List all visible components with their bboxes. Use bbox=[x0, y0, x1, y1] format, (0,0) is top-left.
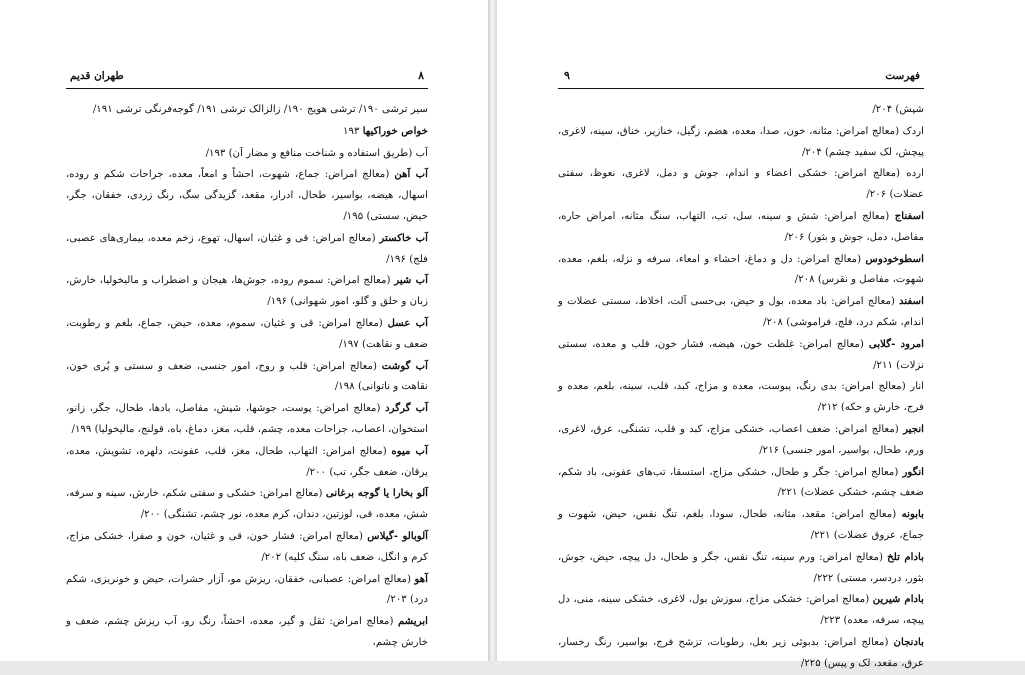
running-title: طهران قدیم bbox=[70, 70, 124, 82]
index-entry: ارده (معالج امراض: خشکی اعضاء و اندام، جوش و دمل، لاغری، نعوظ، سفتی عضلات) ۲۰۶/ bbox=[558, 168, 924, 201]
index-entry: بادام شیرین (معالج امراض: خشکی مزاج، سوزش بول، لاغری، خشکی سینه، منی، دل پیچه، سرفه، معده) ۲۲۳/ bbox=[558, 593, 924, 627]
right-page-text bbox=[558, 99, 924, 675]
index-entry: آب گرگرد (معالج امراض: پوست، جوشها، شپش، مفاصل، بادها، طحال، جگر، زانو، استخوان، اعصاب، جراحات معده، چشم، قلب، مغز، دماغ، باه، قولنج، مالیخولیا) ۱۹۹/ bbox=[66, 402, 428, 435]
index-entry: اسفناج (معالج امراض: شش و سینه، سل، تب، التهاب، سنگ مثانه، امراض حاره، مفاصل، دمل، جوش و بثور) ۲۰۶/ bbox=[558, 209, 924, 243]
index-entry: آب آهن (معالج امراض: جماع، شهوت، احشاً و امعاً، معده، جراحات شکم و روده، اسهال، هیضه، بواسیر، طحال، ادرار، مقعد، گزیدگی سگ، رنگ زردی، خفقان، جگر، حیض، سستی) ۱۹۵/ bbox=[66, 168, 428, 222]
index-entry: آب گوشت (معالج امراض: قلب و روح، امور جنسی، ضعف و سستی و پُری خون، نقاهت و ناتوانی) ۱۹۸/ bbox=[66, 359, 429, 393]
index-entry: شپش) ۲۰۴/ bbox=[872, 104, 924, 115]
left-page-header bbox=[66, 64, 428, 89]
index-entry: بادام تلخ (معالج امراض: ورم سینه، تنگ نفس، جگر و طحال، دل پیچه، حیض، جوش، بثور، دردسر، مستی) ۲۲۲/ bbox=[558, 550, 924, 584]
index-entry: انار (معالج امراض: بدی رنگ، یبوست، معده و مزاج، کبد، قلب، سینه، بلغم، معده و فرج، خارش و حکه) ۲۱۲/ bbox=[558, 381, 924, 414]
index-entry: ابریشم (معالج امراض: ثقل و گیر، معده، احشاً، رنگ رو، آب ریزش چشم، ضعف و خارش چشم، bbox=[66, 615, 428, 648]
left-page-text bbox=[66, 99, 428, 654]
section-heading: خواص خوراکیها ۱۹۳ bbox=[343, 124, 428, 137]
index-entry: آلوبالو -گیلاس (معالج امراض: فشار خون، قی و غثیان، خون و صفرا، خشکی مزاج، کرم و انگل، ضعف باه، سنگ کلیه) ۲۰۲/ bbox=[66, 529, 429, 563]
left-page bbox=[0, 0, 488, 661]
index-entry: آب خاکستر (معالج امراض: قی و غثیان، اسهال، تهوع، زخم معده، بیماری‌های عصبی، فلج) ۱۹۶/ bbox=[66, 231, 428, 265]
running-title: فهرست bbox=[885, 70, 920, 82]
index-entry: آب شیر (معالج امراض: سموم روده، جوش‌ها، هیجان و اضطراب و مالیخولیا، خارش، زبان و حلق و گلو، امور شهوانی) ۱۹۶/ bbox=[66, 274, 428, 308]
index-entry: آهو (معالج امراض: عصبانی، خفقان، ریزش مو، آزار حشرات، حیض و خونریزی، شکم درد) ۲۰۳/ bbox=[66, 572, 428, 606]
index-entry: اسطوخودوس (معالج امراض: دل و دماغ، احشاء و امعاء، سرفه و نزله، بلغم، معده، شهوت، مفاصل و نقرس) ۲۰۸/ bbox=[558, 252, 924, 286]
index-entry: امرود -گلابی (معالج امراض: غلظت خون، هیضه، فشار خون، قلب و معده، سستی نزلات) ۲۱۱/ bbox=[558, 337, 924, 371]
index-entry: اسفند (معالج امراض: باد معده، بول و حیض، بی‌حسی آلت، اخلاط، سستی عضلات و اندام، شکم درد، فلج، فراموشی) ۲۰۸/ bbox=[558, 295, 924, 328]
right-page bbox=[497, 0, 1025, 669]
index-entry: اردک (معالج امراض: مثانه، خون، صدا، معده، هضم، زگیل، خنازیر، خناق، سینه، لاغری، پیچش، لک سفید چشم) ۲۰۴/ bbox=[558, 125, 924, 158]
page-number: ۹ bbox=[564, 69, 570, 82]
index-entry: بادنجان (معالج امراض: بدبوئی زیر بغل، رطوبات، تزشح فرج، بواسیر، رنگ رخسار، عرق، مقعد، لک و پیس) ۲۲۵/ bbox=[558, 635, 924, 669]
index-entry: آب میوه (معالج امراض: التهاب، طحال، مغز، قلب، عفونت، دلهره، تشویش، معده، یرقان، ضعف جگر، تب) ۲۰۰/ bbox=[66, 444, 428, 478]
index-entry: سیر ترشی ۱۹۰/ ترشی هویج ۱۹۰/ زالزالک ترشی ۱۹۱/ گوجه‌فرنگی ترشی ۱۹۱/ bbox=[92, 104, 428, 115]
index-entry: انگور (معالج امراض: جگر و طحال، خشکی مزاج، استسقا، تب‌های عفونی، باد شکم، ضعف چشم، خشکی عضلات) ۲۲۱/ bbox=[558, 465, 924, 499]
book-gutter bbox=[488, 0, 497, 661]
page-number: ۸ bbox=[418, 69, 424, 82]
index-entry: انجیر (معالج امراض: ضعف اعصاب، خشکی مزاج، کبد و قلب، تشنگی، عرق، لاغری، ورم، طحال، بواسیر، امور جنسی) ۲۱۶/ bbox=[558, 422, 924, 456]
right-page-header bbox=[558, 64, 924, 89]
index-entry: آب عسل (معالج امراض: قی و غثیان، سموم، معده، حیض، جماع، بلغم و رطوبت، ضعف و نقاهت) ۱۹۷/ bbox=[66, 316, 428, 350]
index-entry: آلو بخارا یا گوجه برغانی (معالج امراض: خشکی و سفتی شکم، خارش، سینه و سرفه، شش، معده، قی، لوزتین، دندان، کرم معده، نور چشم، تشنگی) ۲۰۰/ bbox=[66, 487, 428, 521]
index-entry: بابونه (معالج امراض: مقعد، مثانه، طحال، سودا، بلغم، تنگ نفس، حیض، شهوت و جماع، عروق عضلات) ۲۲۱/ bbox=[558, 508, 924, 541]
index-entry: آب (طریق استفاده و شناخت منافع و مضار آن) ۱۹۳/ bbox=[205, 147, 428, 159]
